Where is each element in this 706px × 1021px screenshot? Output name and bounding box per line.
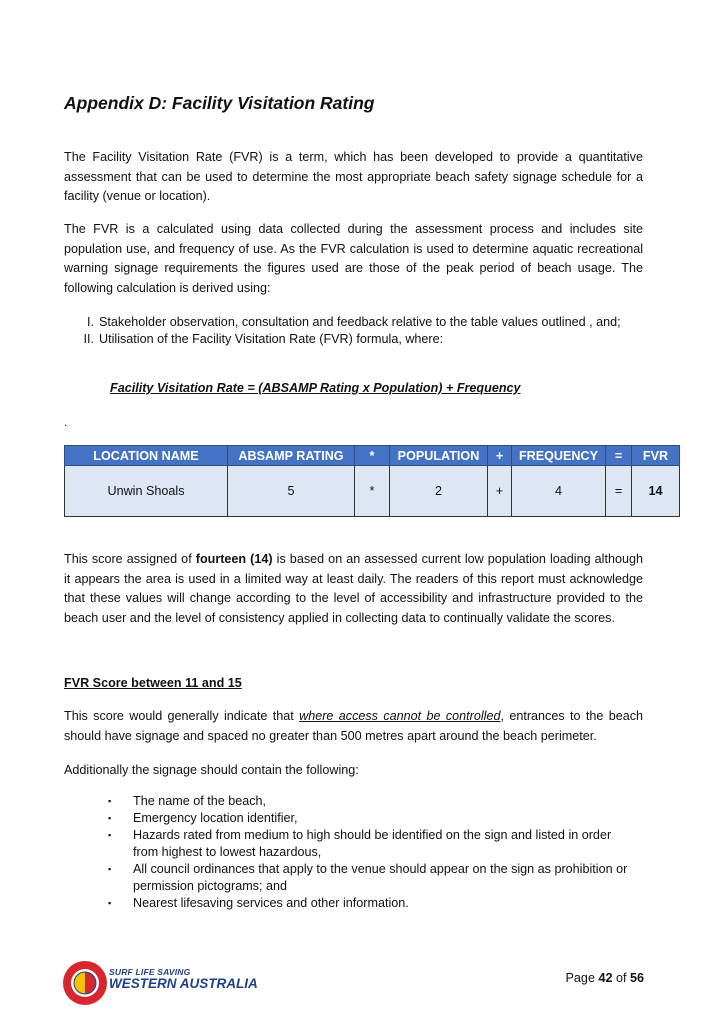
indicate-text-after: , entrances to the beach should have signage and spaced no greater than 500 metres apart around the beach perimeter. bbox=[64, 709, 644, 743]
cell-location-name: Unwin Shoals bbox=[65, 466, 228, 517]
page-title: Appendix D: Facility Visitation Rating bbox=[64, 93, 375, 113]
header-frequency: FREQUENCY bbox=[512, 446, 606, 466]
header-plus: + bbox=[488, 446, 512, 466]
logo-line-1: SURF LIFE SAVING bbox=[109, 967, 191, 977]
header-absamp-rating: ABSAMP RATING bbox=[228, 446, 355, 466]
additional-paragraph: Additionally the signage should contain the following: bbox=[64, 763, 359, 777]
list-item bbox=[108, 861, 638, 895]
cell-equals: = bbox=[606, 466, 632, 517]
table-header-row bbox=[65, 446, 680, 466]
logo-wordmark bbox=[109, 967, 258, 991]
cell-absamp-rating: 5 bbox=[228, 466, 355, 517]
page-total: 56 bbox=[629, 971, 644, 985]
stray-dot: . bbox=[64, 415, 68, 429]
page-of: of bbox=[612, 971, 630, 985]
list-number: I. bbox=[87, 315, 94, 329]
list-text: Stakeholder observation, consultation and feedback relative to the table values outlined , and; bbox=[99, 315, 621, 329]
bullet-icon: ▪ bbox=[108, 796, 112, 806]
bullet-icon: ▪ bbox=[108, 813, 112, 823]
fvr-table bbox=[64, 445, 680, 517]
header-equals: = bbox=[606, 446, 632, 466]
header-fvr: FVR bbox=[632, 446, 680, 466]
intro-paragraph: The Facility Visitation Rate (FVR) is a term, which has been developed to provide a quantitative assessment that can be used to determine the most appropriate beach safety signage schedule for a facility (venue or location). bbox=[64, 150, 643, 204]
table-row bbox=[65, 466, 680, 517]
list-item bbox=[108, 895, 638, 912]
list-item bbox=[64, 314, 654, 331]
header-population: POPULATION bbox=[390, 446, 488, 466]
bullet-list bbox=[108, 793, 638, 912]
bullet-text: Hazards rated from medium to high should be identified on the sign and listed in order from highest to lowest hazardous, bbox=[133, 828, 612, 859]
indicate-text-before: This score would generally indicate that bbox=[64, 709, 300, 723]
score-text-before: This score assigned of bbox=[64, 552, 196, 566]
roman-list bbox=[64, 314, 654, 348]
cell-multiply: * bbox=[355, 466, 390, 517]
indicate-emphasis: where access cannot be controlled bbox=[299, 709, 501, 723]
logo-line-2: WESTERN AUSTRALIA bbox=[109, 976, 258, 991]
header-multiply: * bbox=[355, 446, 390, 466]
bullet-text: Nearest lifesaving services and other information. bbox=[133, 896, 409, 910]
bullet-icon: ▪ bbox=[108, 864, 112, 874]
page-current: 42 bbox=[598, 971, 613, 985]
score-text-after: is based on an assessed current low population loading although it appears the area is used in a limited way at least daily. The readers of this report must acknowledge that these values will change according to the level of accessibility and infrastructure provided to the beach user and the level of consistency applied in collecting data to continually validate the scores. bbox=[64, 552, 643, 626]
bullet-text: The name of the beach, bbox=[133, 794, 267, 808]
cell-frequency: 4 bbox=[512, 466, 606, 517]
list-number: II. bbox=[83, 332, 94, 346]
bullet-icon: ▪ bbox=[108, 898, 112, 908]
fvr-formula: Facility Visitation Rate = (ABSAMP Rating x Population) + Frequency bbox=[110, 381, 521, 395]
list-item bbox=[64, 331, 654, 348]
section-heading: FVR Score between 11 and 15 bbox=[64, 676, 242, 690]
cell-fvr: 14 bbox=[632, 466, 680, 517]
score-value: fourteen (14) bbox=[195, 552, 273, 566]
bullet-text: Emergency location identifier, bbox=[133, 811, 298, 825]
list-item bbox=[108, 810, 638, 827]
list-item bbox=[108, 793, 638, 810]
page-number bbox=[566, 971, 644, 985]
header-location-name: LOCATION NAME bbox=[65, 446, 228, 466]
list-item bbox=[108, 827, 638, 861]
cell-plus: + bbox=[488, 466, 512, 517]
calculation-paragraph: The FVR is a calculated using data collected during the assessment process and includes site population use, and frequency of use. As the FVR calculation is used to determine aquatic recreational warning signage requirements the figures used are those of the peak period of beach usage. The following calculation is derived using: bbox=[64, 222, 643, 296]
list-text: Utilisation of the Facility Visitation Rate (FVR) formula, where: bbox=[99, 332, 444, 346]
bullet-icon: ▪ bbox=[108, 830, 112, 840]
page-prefix: Page bbox=[565, 971, 599, 985]
indicate-paragraph bbox=[64, 707, 643, 746]
cell-population: 2 bbox=[390, 466, 488, 517]
score-paragraph bbox=[64, 550, 643, 629]
bullet-text: All council ordinances that apply to the venue should appear on the sign as prohibition or permission pictograms; and bbox=[133, 862, 628, 893]
